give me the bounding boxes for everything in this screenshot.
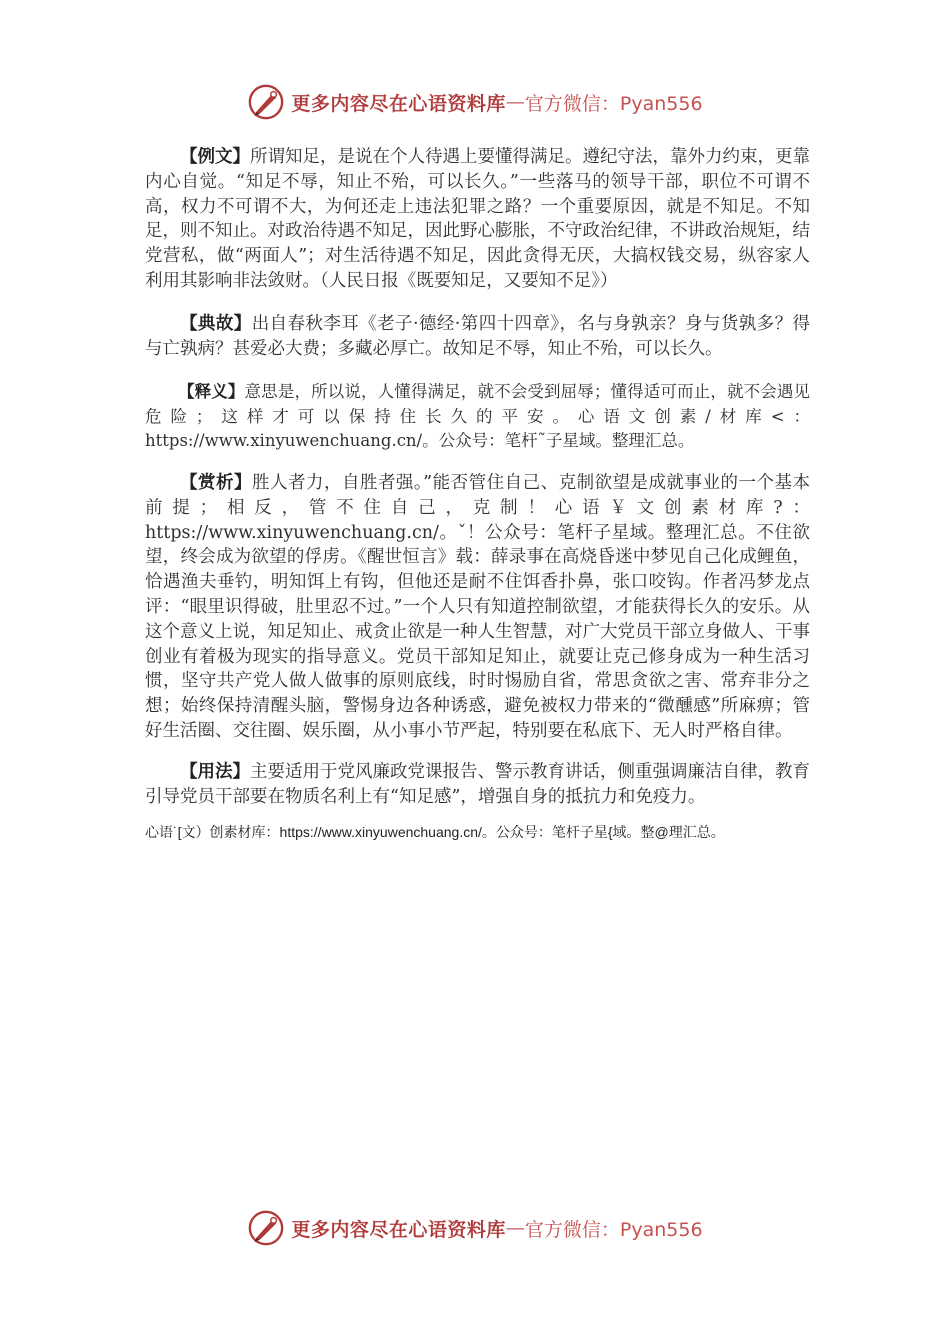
section-text: 胜人者力，自胜者强。”能否管住自己、克制欲望是成就事业的一个基本前提；相反，管不住自己，克制！心语￥文创素材库?：https://www.xinyuwenchuang.cn/。ˇ！公众号：笔杆子星域。整理汇总。不住欲望，终会成为欲望的俘虏。《醒世恒言》载：薛录事在高烧昏迷中梦见自己化成鲤鱼，恰遇渔夫垂钓，明知饵上有钩，但他还是耐不住饵香扑鼻，张口咬钩。作者冯梦龙点评：“眼里识得破，肚里忍不过。”一个人只有知道控制欲望，才能获得长久的安乐。从这个意义上说，知足知止、戒贪止欲是一种人生智慧，对广大党员干部立身做人、干事创业有着极为现实的指导意义。党员干部知足知止，就要让克己修身成为一种生活习惯，坚守共产党人做人做事的原则底线，时时惕励自省，常思贪欲之害、常弃非分之想；始终保持清醒头脑，警惕身边各种诱惑，避免被权力带来的“微醺感”所麻痹；管好生活圈、交往圈、娱乐圈，从小事小节严起，特别要在私底下、无人时严格自律。 <box>145 472 810 741</box>
section-allusion <box>145 312 810 362</box>
banner-wechat-text: 官方微信：Pyan556 <box>524 92 703 115</box>
banner-site-text: 更多内容尽在心语资料库 <box>291 1218 506 1241</box>
section-usage <box>145 760 810 810</box>
section-tag: 【典故】 <box>180 313 252 334</box>
section-tag: 【例文】 <box>180 147 250 167</box>
article-body <box>145 145 810 843</box>
banner-separator: — <box>505 91 525 113</box>
section-text: 所谓知足，是说在个人待遇上要懂得满足。遵纪守法，靠外力约束，更靠内心自觉。“知足不辱，知止不殆，可以长久。”一些落马的领导干部，职位不可谓不高，权力不可谓不大，为何还走上违法犯罪之路？一个重要原因，就是不知足。不知足，则不知止。对政治待遇不知足，因此野心膨胀，不守政治纪律，不讲政治规矩，结党营私，做“两面人”；对生活待遇不知足，因此贪得无厌，大搞权钱交易，纵容家人利用其影响非法敛财。（人民日报《既要知足，又要知不足》） <box>145 147 810 291</box>
pen-nib-icon <box>247 83 285 121</box>
section-tag: 【赏析】 <box>180 472 252 493</box>
header-banner <box>0 83 950 125</box>
pen-nib-icon <box>247 1209 285 1247</box>
section-text: 意思是，所以说，人懂得满足，就不会受到屈辱；懂得适可而止，就不会遇见危险；这样才可以保持住长久的平安。心语文创素/材库<：https://www.xinyuwenchuang.cn/。公众号：笔杆˜子星域。整理汇总。 <box>145 382 811 450</box>
section-text: 主要适用于党风廉政党课报告、警示教育讲话，侧重强调廉洁自律，教育引导党员干部要在物质名利上有“知足感”，增强自身的抵抗力和免疫力。 <box>145 761 810 807</box>
section-example <box>145 145 810 294</box>
banner-wechat-text: 官方微信：Pyan556 <box>524 1218 703 1241</box>
section-appreciation <box>145 471 810 744</box>
section-text: 出自春秋李耳《老子·德经·第四十四章》，名与身孰亲？身与货孰多？得与亡孰病？甚爱必大费；多藏必厚亡。故知足不辱，知止不殆，可以长久。 <box>145 313 811 359</box>
section-tag: 【用法】 <box>180 761 250 782</box>
source-footnote: 心语˙[文）创素材库：https://www.xinyuwenchuang.cn/。公众号：笔杆子星{域。整@理汇总。 <box>145 824 725 841</box>
section-tag: 【释义】 <box>178 382 245 402</box>
footer-banner <box>0 1209 950 1251</box>
banner-site-text: 更多内容尽在心语资料库 <box>291 92 506 115</box>
banner-separator: — <box>505 1217 525 1239</box>
section-meaning <box>145 380 810 453</box>
